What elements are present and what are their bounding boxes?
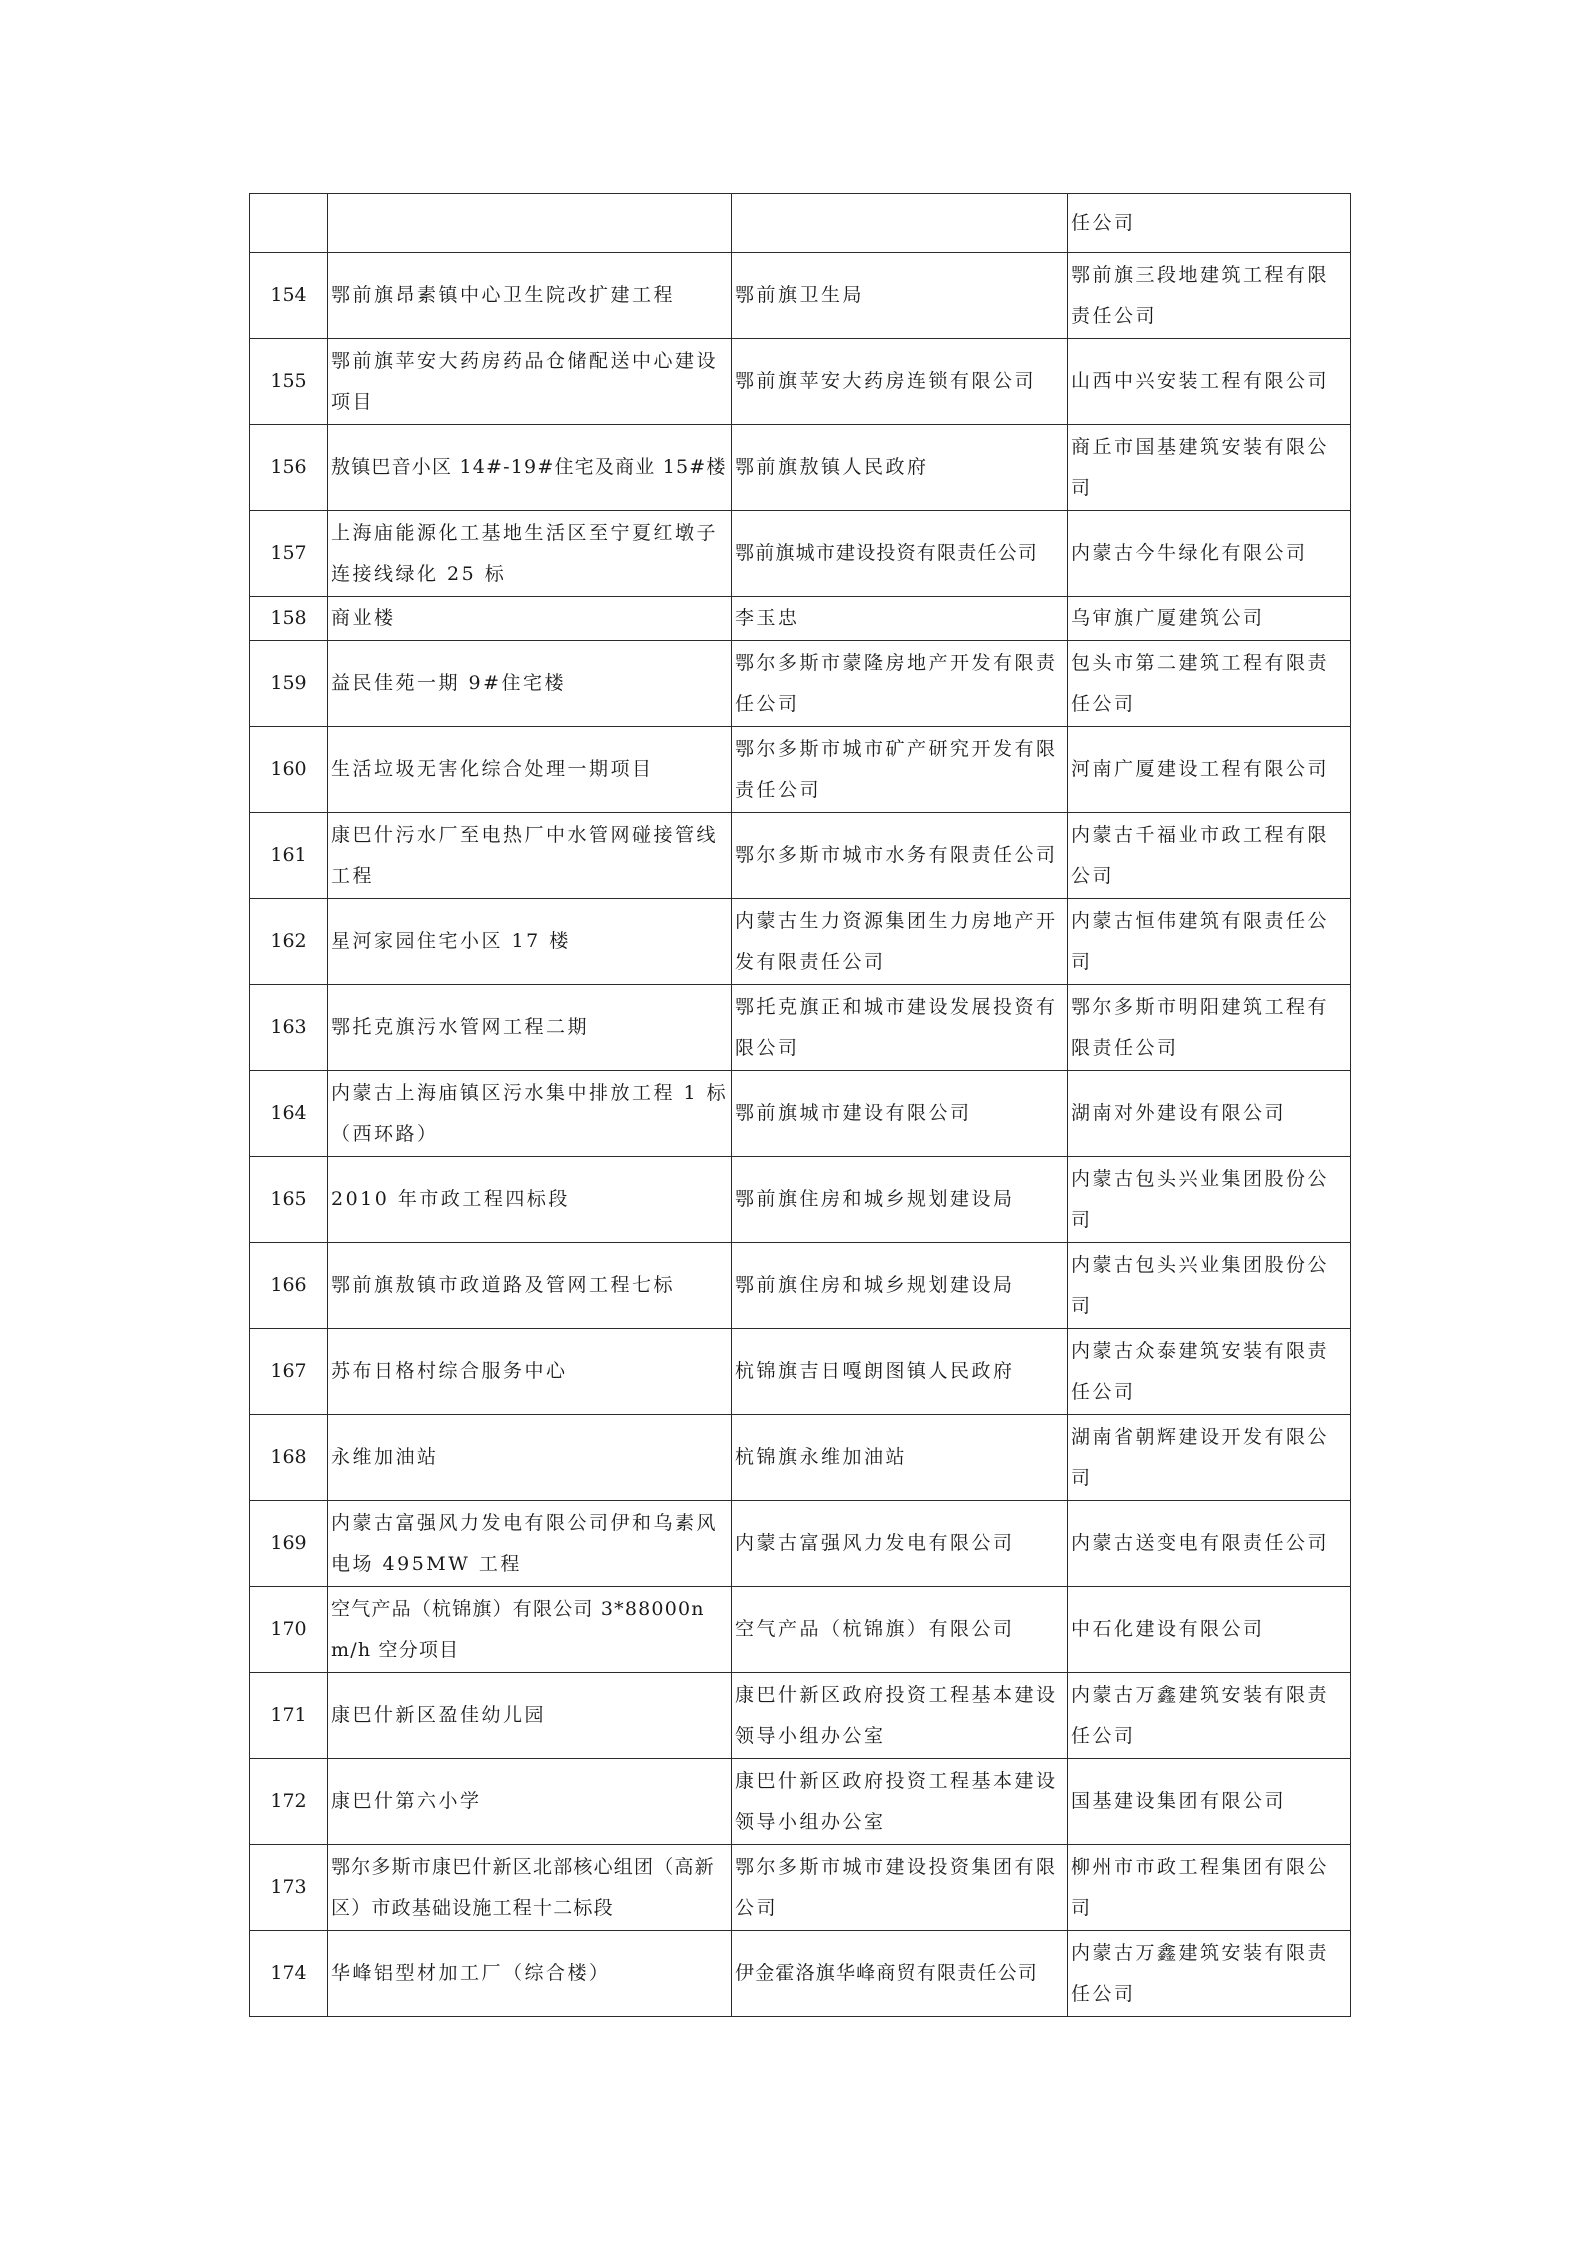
owner-unit: 李玉忠 <box>732 597 1068 641</box>
project-name: 华峰铝型材加工厂（综合楼） <box>328 1931 732 2017</box>
project-table <box>249 193 1351 2017</box>
row-number: 159 <box>250 641 328 727</box>
project-name: 永维加油站 <box>328 1415 732 1501</box>
table-row <box>250 1845 1351 1931</box>
project-name: 生活垃圾无害化综合处理一期项目 <box>328 727 732 813</box>
contractor-unit: 河南广厦建设工程有限公司 <box>1068 727 1351 813</box>
row-number: 163 <box>250 985 328 1071</box>
contractor-unit: 乌审旗广厦建筑公司 <box>1068 597 1351 641</box>
table-row <box>250 899 1351 985</box>
project-name: 商业楼 <box>328 597 732 641</box>
owner-unit: 鄂前旗苹安大药房连锁有限公司 <box>732 339 1068 425</box>
contractor-unit: 国基建设集团有限公司 <box>1068 1759 1351 1845</box>
row-number: 158 <box>250 597 328 641</box>
contractor-unit: 任公司 <box>1068 194 1351 253</box>
row-number: 165 <box>250 1157 328 1243</box>
row-number: 166 <box>250 1243 328 1329</box>
project-name: 星河家园住宅小区 17 楼 <box>328 899 732 985</box>
owner-unit: 鄂前旗住房和城乡规划建设局 <box>732 1157 1068 1243</box>
owner-unit: 内蒙古富强风力发电有限公司 <box>732 1501 1068 1587</box>
row-number: 170 <box>250 1587 328 1673</box>
contractor-unit: 内蒙古今牛绿化有限公司 <box>1068 511 1351 597</box>
owner-unit: 鄂前旗卫生局 <box>732 253 1068 339</box>
row-number: 167 <box>250 1329 328 1415</box>
row-number: 169 <box>250 1501 328 1587</box>
project-name: 敖镇巴音小区 14#-19#住宅及商业 15#楼 <box>328 425 732 511</box>
project-name: 益民佳苑一期 9#住宅楼 <box>328 641 732 727</box>
project-name: 康巴什新区盈佳幼儿园 <box>328 1673 732 1759</box>
table-row <box>250 1587 1351 1673</box>
row-number: 157 <box>250 511 328 597</box>
owner-unit: 鄂尔多斯市城市建设投资集团有限公司 <box>732 1845 1068 1931</box>
contractor-unit: 商丘市国基建筑安装有限公司 <box>1068 425 1351 511</box>
owner-unit: 鄂前旗城市建设有限公司 <box>732 1071 1068 1157</box>
contractor-unit: 包头市第二建筑工程有限责任公司 <box>1068 641 1351 727</box>
row-number: 161 <box>250 813 328 899</box>
owner-unit: 鄂前旗敖镇人民政府 <box>732 425 1068 511</box>
contractor-unit: 内蒙古万鑫建筑安装有限责任公司 <box>1068 1931 1351 2017</box>
contractor-unit: 中石化建设有限公司 <box>1068 1587 1351 1673</box>
project-name: 2010 年市政工程四标段 <box>328 1157 732 1243</box>
project-name: 鄂前旗敖镇市政道路及管网工程七标 <box>328 1243 732 1329</box>
table-row <box>250 425 1351 511</box>
contractor-unit: 鄂前旗三段地建筑工程有限责任公司 <box>1068 253 1351 339</box>
owner-unit: 内蒙古生力资源集团生力房地产开发有限责任公司 <box>732 899 1068 985</box>
project-name: 康巴什污水厂至电热厂中水管网碰接管线工程 <box>328 813 732 899</box>
table-row <box>250 511 1351 597</box>
owner-unit: 伊金霍洛旗华峰商贸有限责任公司 <box>732 1931 1068 2017</box>
row-number: 162 <box>250 899 328 985</box>
table-row <box>250 1157 1351 1243</box>
table-row <box>250 1329 1351 1415</box>
owner-unit: 杭锦旗吉日嘎朗图镇人民政府 <box>732 1329 1068 1415</box>
row-number: 164 <box>250 1071 328 1157</box>
contractor-unit: 内蒙古恒伟建筑有限责任公司 <box>1068 899 1351 985</box>
project-name: 康巴什第六小学 <box>328 1759 732 1845</box>
owner-unit: 杭锦旗永维加油站 <box>732 1415 1068 1501</box>
table-row <box>250 985 1351 1071</box>
table-row <box>250 253 1351 339</box>
project-name: 鄂前旗苹安大药房药品仓储配送中心建设项目 <box>328 339 732 425</box>
owner-unit: 鄂尔多斯市城市水务有限责任公司 <box>732 813 1068 899</box>
owner-unit: 康巴什新区政府投资工程基本建设领导小组办公室 <box>732 1673 1068 1759</box>
owner-unit: 鄂尔多斯市城市矿产研究开发有限责任公司 <box>732 727 1068 813</box>
contractor-unit: 内蒙古众泰建筑安装有限责任公司 <box>1068 1329 1351 1415</box>
table-row <box>250 1501 1351 1587</box>
table-row <box>250 1071 1351 1157</box>
table-row <box>250 727 1351 813</box>
owner-unit: 鄂前旗住房和城乡规划建设局 <box>732 1243 1068 1329</box>
row-number: 154 <box>250 253 328 339</box>
row-number: 168 <box>250 1415 328 1501</box>
row-number: 155 <box>250 339 328 425</box>
row-number: 171 <box>250 1673 328 1759</box>
row-number: 156 <box>250 425 328 511</box>
project-name: 空气产品（杭锦旗）有限公司 3*88000nm/h 空分项目 <box>328 1587 732 1673</box>
contractor-unit: 山西中兴安装工程有限公司 <box>1068 339 1351 425</box>
table-row <box>250 1673 1351 1759</box>
row-number: 173 <box>250 1845 328 1931</box>
contractor-unit: 鄂尔多斯市明阳建筑工程有限责任公司 <box>1068 985 1351 1071</box>
table-row <box>250 194 1351 253</box>
owner-unit: 鄂尔多斯市蒙隆房地产开发有限责任公司 <box>732 641 1068 727</box>
table-row <box>250 1931 1351 2017</box>
owner-unit: 康巴什新区政府投资工程基本建设领导小组办公室 <box>732 1759 1068 1845</box>
row-number: 172 <box>250 1759 328 1845</box>
row-number: 160 <box>250 727 328 813</box>
project-name <box>328 194 732 253</box>
contractor-unit: 内蒙古送变电有限责任公司 <box>1068 1501 1351 1587</box>
contractor-unit: 内蒙古包头兴业集团股份公司 <box>1068 1243 1351 1329</box>
owner-unit: 鄂前旗城市建设投资有限责任公司 <box>732 511 1068 597</box>
table-row <box>250 1243 1351 1329</box>
row-number: 174 <box>250 1931 328 2017</box>
owner-unit: 空气产品（杭锦旗）有限公司 <box>732 1587 1068 1673</box>
table-row <box>250 339 1351 425</box>
table-row <box>250 641 1351 727</box>
project-name: 内蒙古上海庙镇区污水集中排放工程 1 标（西环路） <box>328 1071 732 1157</box>
row-number <box>250 194 328 253</box>
project-name: 上海庙能源化工基地生活区至宁夏红墩子连接线绿化 25 标 <box>328 511 732 597</box>
contractor-unit: 内蒙古万鑫建筑安装有限责任公司 <box>1068 1673 1351 1759</box>
project-name: 鄂尔多斯市康巴什新区北部核心组团（高新区）市政基础设施工程十二标段 <box>328 1845 732 1931</box>
table-row <box>250 813 1351 899</box>
contractor-unit: 柳州市市政工程集团有限公司 <box>1068 1845 1351 1931</box>
owner-unit: 鄂托克旗正和城市建设发展投资有限公司 <box>732 985 1068 1071</box>
project-name: 内蒙古富强风力发电有限公司伊和乌素风电场 495MW 工程 <box>328 1501 732 1587</box>
table-row <box>250 1415 1351 1501</box>
owner-unit <box>732 194 1068 253</box>
table-row <box>250 1759 1351 1845</box>
contractor-unit: 内蒙古包头兴业集团股份公司 <box>1068 1157 1351 1243</box>
table-row <box>250 597 1351 641</box>
project-name: 鄂托克旗污水管网工程二期 <box>328 985 732 1071</box>
contractor-unit: 湖南对外建设有限公司 <box>1068 1071 1351 1157</box>
project-name: 苏布日格村综合服务中心 <box>328 1329 732 1415</box>
contractor-unit: 湖南省朝辉建设开发有限公司 <box>1068 1415 1351 1501</box>
project-name: 鄂前旗昂素镇中心卫生院改扩建工程 <box>328 253 732 339</box>
contractor-unit: 内蒙古千福业市政工程有限公司 <box>1068 813 1351 899</box>
